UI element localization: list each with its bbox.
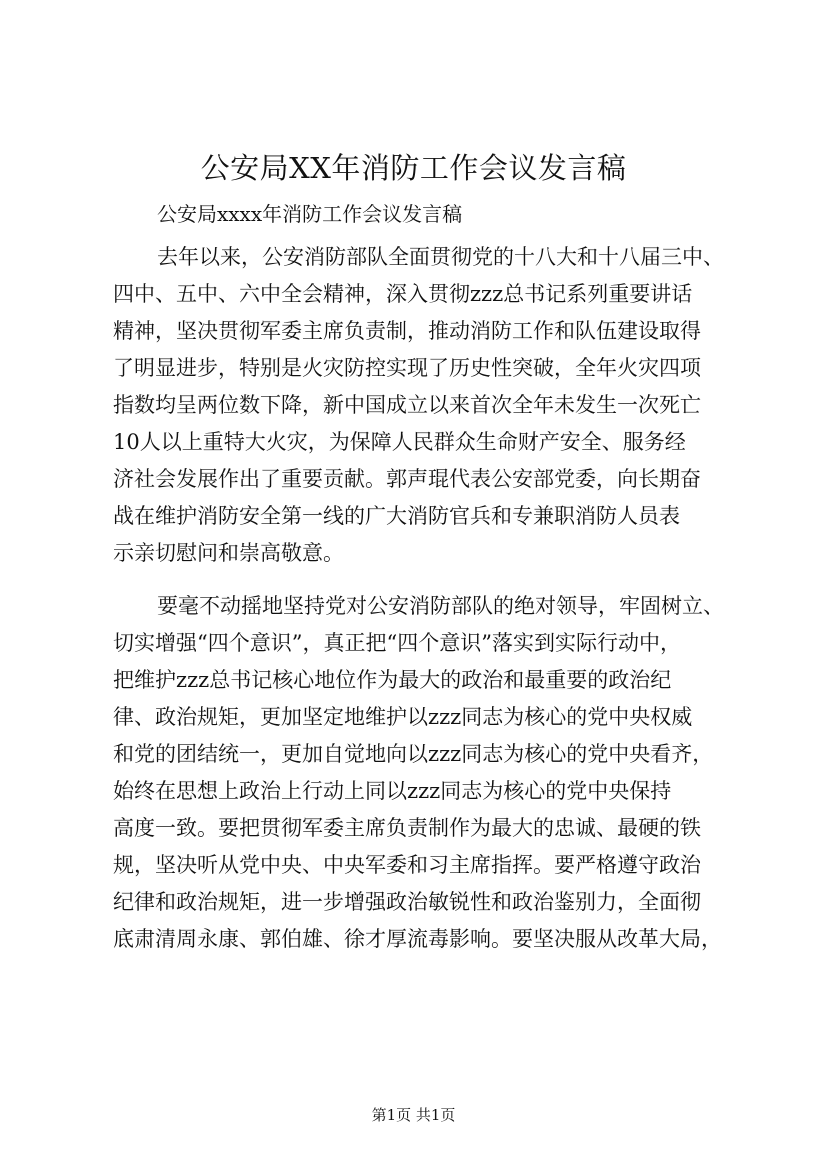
body-line: 要毫不动摇地坚持党对公安消防部队的绝对领导，牢固树立、: [157, 594, 724, 618]
body-line: 切实增强“四个意识”，真正把“四个意识”落实到实际行动中，: [113, 631, 681, 655]
body-line: 了明显进步，特别是火灾防控实现了历史性突破，全年火灾四项: [113, 356, 701, 380]
body-line: 纪律和政治规矩，进一步增强政治敏锐性和政治鉴别力，全面彻: [113, 890, 701, 914]
body-line: 规，坚决听从党中央、中央军委和习主席指挥。要严格遵守政治: [113, 853, 701, 877]
body-line: 始终在思想上政治上行动上同以zzz同志为核心的党中央保持: [113, 779, 672, 803]
page-footer: 第1页 共1页: [371, 1106, 456, 1124]
body-line: 精神，坚决贯彻军委主席负责制，推动消防工作和队伍建设取得: [113, 319, 701, 343]
document-subtitle: 公安局xxxx年消防工作会议发言稿: [157, 202, 463, 226]
body-line: 示亲切慰问和崇高敬意。: [113, 541, 344, 565]
body-line: 把维护zzz总书记核心地位作为最大的政治和最重要的政治纪: [113, 668, 672, 692]
body-line: 战在维护消防安全第一线的广大消防官兵和专兼职消防人员表: [113, 504, 680, 528]
body-line: 10人以上重特大火灾，为保障人民群众生命财产安全、服务经: [113, 430, 686, 454]
body-line: 指数均呈两位数下降，新中国成立以来首次全年未发生一次死亡: [113, 393, 701, 417]
body-line: 律、政治规矩，更加坚定地维护以zzz同志为核心的党中央权威: [113, 705, 693, 729]
body-line: 四中、五中、六中全会精神，深入贯彻zzz总书记系列重要讲话: [113, 282, 693, 306]
body-line: 济社会发展作出了重要贡献。郭声琨代表公安部党委，向长期奋: [113, 467, 701, 491]
body-line: 去年以来，公安消防部队全面贯彻党的十八大和十八届三中、: [157, 245, 724, 269]
document-title: 公安局XX年消防工作会议发言稿: [200, 151, 627, 185]
body-line: 和党的团结统一，更加自觉地向以zzz同志为核心的党中央看齐，: [113, 742, 714, 766]
body-line: 高度一致。要把贯彻军委主席负责制作为最大的忠诚、最硬的铁: [113, 816, 701, 840]
body-line: 底肃清周永康、郭伯雄、徐才厚流毒影响。要坚决服从改革大局，: [113, 927, 722, 951]
